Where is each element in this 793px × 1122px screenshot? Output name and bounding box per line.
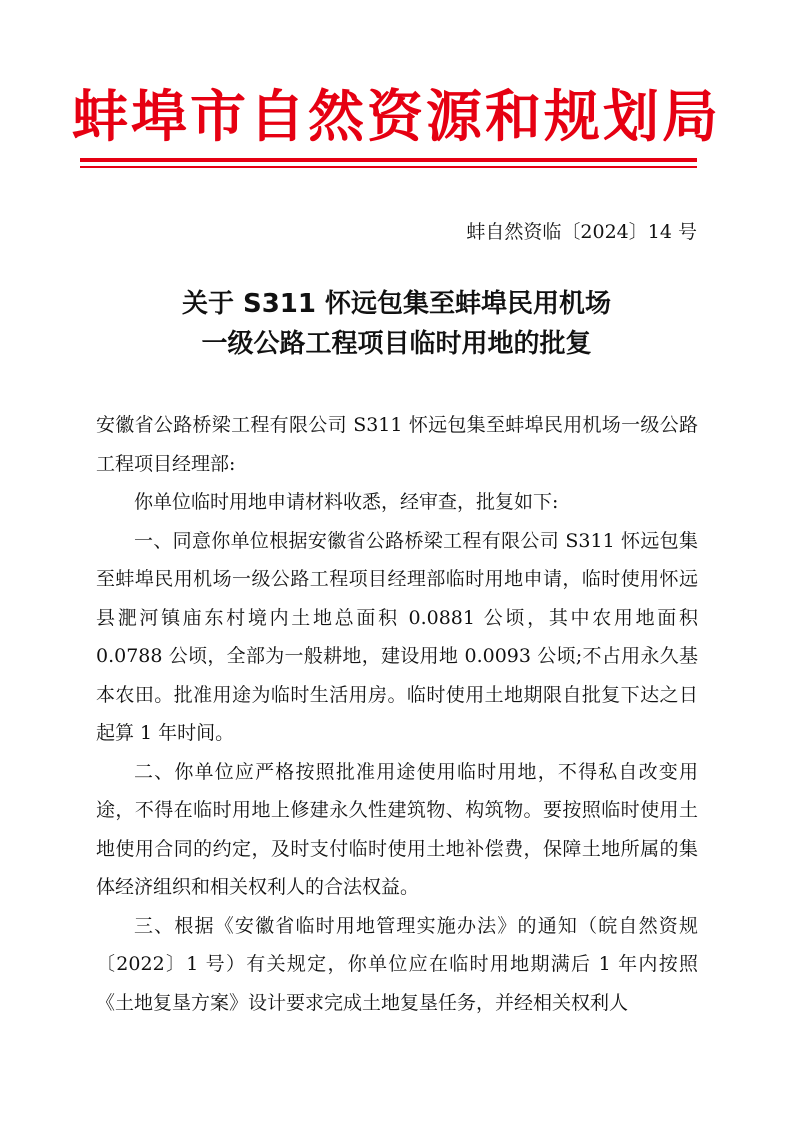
paragraph-item-1: 一、同意你单位根据安徽省公路桥梁工程有限公司 S311 怀远包集至蚌埠民用机场一级公路工程项目经理部临时用地申请，临时使用怀远县淝河镇庙东村境内土地总面积 0.0881 公顷，其中农用地面积 0.0788 公顷，全部为一般耕地，建设用地 0.0093 公顷;不占用永久基本农田。批准用途为临时生活用房。临时使用土地期限自批复下达之日起算 1 年时间。 <box>96 529 698 744</box>
document-number: 蚌自然资临〔2024〕14 号 <box>466 221 697 243</box>
document-title <box>0 284 793 364</box>
paragraph-intro: 你单位临时用地申请材料收悉，经审查，批复如下: <box>134 491 559 513</box>
document-title-line-1: 关于 S311 怀远包集至蚌埠民用机场 <box>181 289 612 319</box>
letterhead-rule-thin <box>80 166 697 168</box>
paragraph-item-3: 三、根据《安徽省临时用地管理实施办法》的通知（皖自然资规〔2022〕1 号）有关规定，你单位应在临时用地期满后 1 年内按照《土地复垦方案》设计要求完成土地复垦任务，并经相关权利人 <box>96 914 698 1014</box>
letterhead-rule-thick <box>80 158 697 162</box>
document-body <box>96 406 698 1022</box>
paragraph-item-2: 二、你单位应严格按照批准用途使用临时用地，不得私自改变用途，不得在临时用地上修建永久性建筑物、构筑物。要按照临时使用土地使用合同的约定，及时支付临时使用土地补偿费，保障土地所属的集体经济组织和相关权利人的合法权益。 <box>96 760 698 898</box>
document-title-line-2: 一级公路工程项目临时用地的批复 <box>201 329 592 359</box>
letterhead-title: 蚌埠市自然资源和规划局 <box>72 85 721 150</box>
recipient: 安徽省公路桥梁工程有限公司 S311 怀远包集至蚌埠民用机场一级公路工程项目经理部: <box>96 414 698 475</box>
